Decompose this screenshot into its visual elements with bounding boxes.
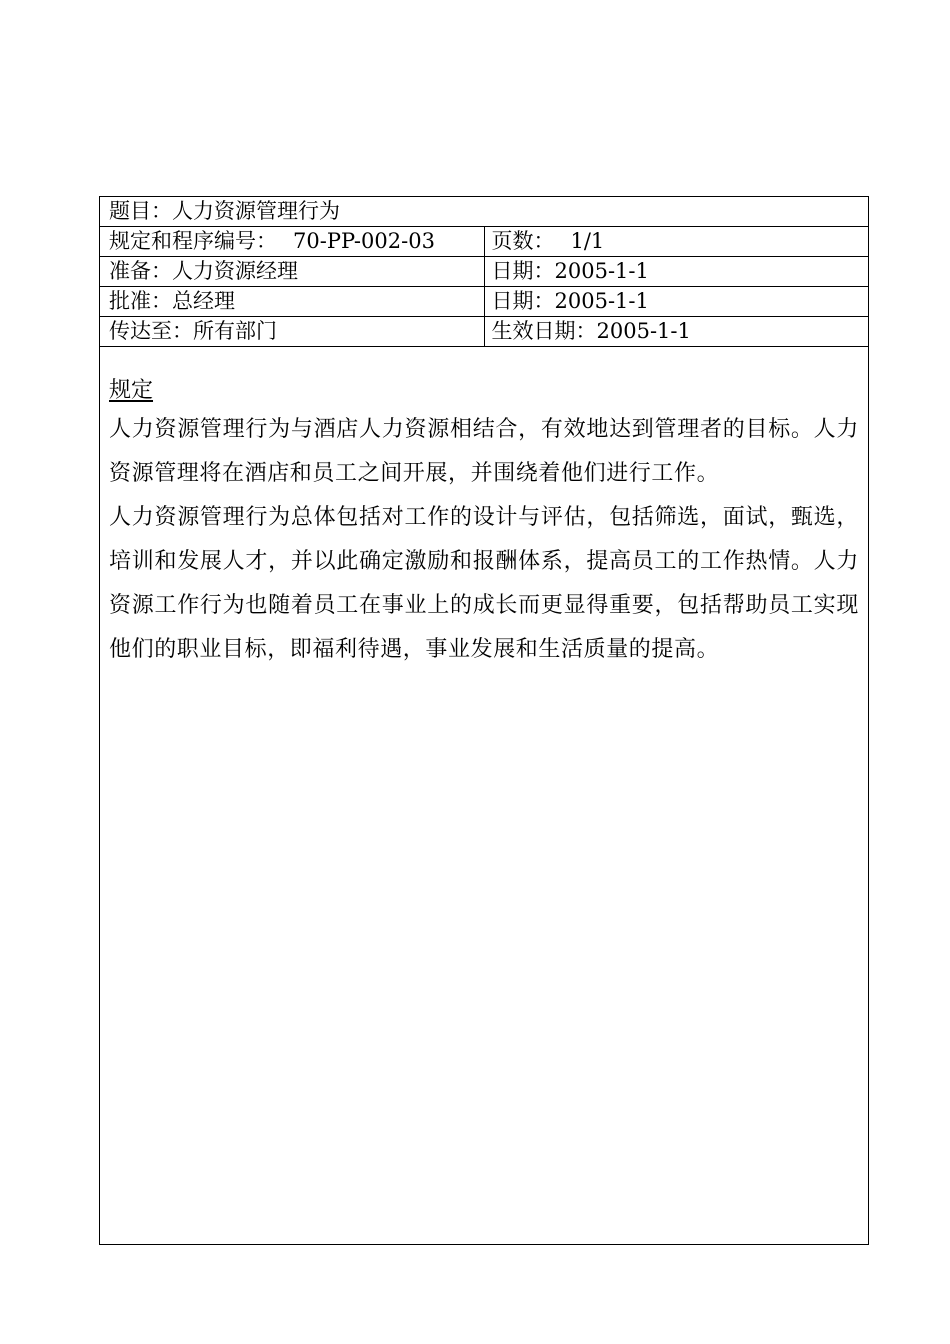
section-heading: 规定 (109, 378, 154, 403)
title-cell (100, 197, 868, 227)
body-paragraph: 人力资源管理行为总体包括对工作的设计与评估，包括筛选，面试，甄选，培训和发展人才，并以此确定激励和报酬体系，提高员工的工作热情。人力资源工作行为也随着员工在事业上的成长而更显得重要，包括帮助员工实现他们的职业目标，即福利待遇，事业发展和生活质量的提高。 (109, 505, 859, 662)
pages-value: 1/1 (570, 229, 605, 253)
prepared-date-value: 2005-1-1 (554, 259, 649, 283)
pages-cell (484, 227, 868, 257)
code-label: 规定和程序编号： (109, 229, 277, 253)
distribution-row (100, 317, 868, 347)
approved-row (100, 287, 868, 317)
approved-value: 总经理 (172, 289, 235, 313)
prepared-date-cell (484, 257, 868, 287)
approved-date-label: 日期： (491, 289, 555, 313)
distribution-label: 传达至： (109, 319, 193, 343)
document-body (100, 347, 868, 672)
prepared-value: 人力资源经理 (172, 259, 298, 283)
approved-label: 批准： (109, 289, 172, 313)
prepared-label: 准备： (109, 259, 172, 283)
prepared-date-label: 日期： (491, 259, 555, 283)
distribution-value: 所有部门 (193, 319, 277, 343)
procedure-document (99, 196, 869, 1245)
approved-date-cell (484, 287, 868, 317)
code-value: 70-PP-002-03 (293, 229, 435, 253)
distribution-cell (100, 317, 484, 347)
approved-cell (100, 287, 484, 317)
title-label: 题目： (109, 199, 172, 223)
prepared-row (100, 257, 868, 287)
code-cell (100, 227, 484, 257)
body-paragraph: 人力资源管理行为与酒店人力资源相结合，有效地达到管理者的目标。人力资源管理将在酒店和员工之间开展，并围绕着他们进行工作。 (109, 417, 859, 486)
effective-date-value: 2005-1-1 (596, 319, 691, 343)
code-row (100, 227, 868, 257)
prepared-cell (100, 257, 484, 287)
effective-date-cell (484, 317, 868, 347)
effective-date-label: 生效日期： (491, 319, 597, 343)
approved-date-value: 2005-1-1 (554, 289, 649, 313)
pages-label: 页数： (491, 229, 555, 253)
title-row (100, 197, 868, 227)
document-header-table (100, 197, 868, 347)
title-value: 人力资源管理行为 (172, 199, 340, 223)
